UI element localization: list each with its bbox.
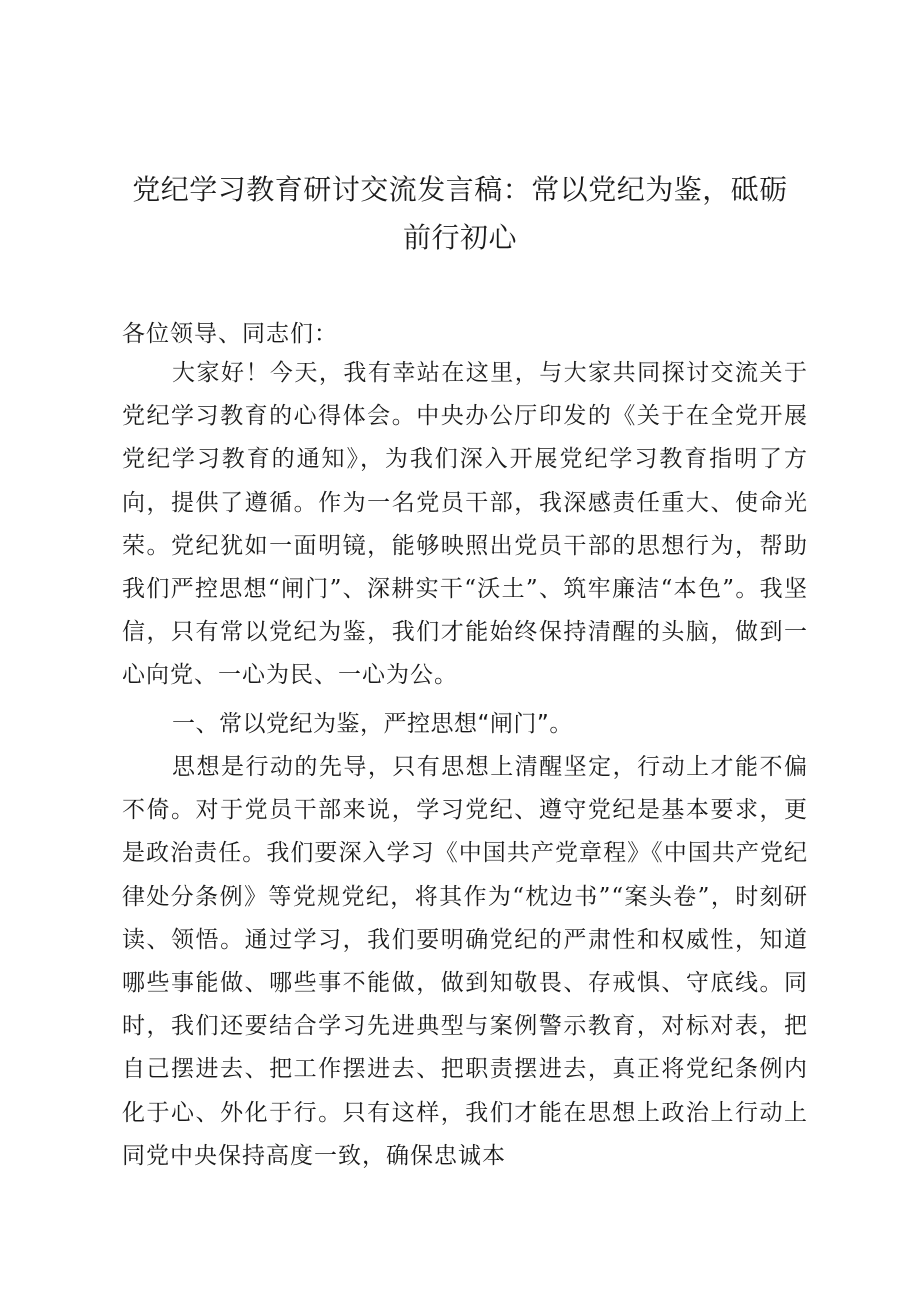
section-heading-1: 一、常以党纪为鉴，严控思想“闸门”。 bbox=[172, 711, 573, 737]
document-title: 党纪学习教育研讨交流发言稿：常以党纪为鉴，砥砺前行初心 bbox=[132, 173, 788, 254]
paragraph-section-1: 思想是行动的先导，只有思想上清醒坚定，行动上才能不偏不倚。对于党员干部来说，学习党纪、遵守党纪是基本要求，更是政治责任。我们要深入学习《中国共产党章程》《中国共产党纪律处分条例》等党规党纪，将其作为“枕边书”“案头卷”，时刻研读、领悟。通过学习，我们要明确党纪的严肃性和权威性，知道哪些事能做、哪些事不能做，做到知敬畏、存戒惧、守底线。同时，我们还要结合学习先进典型与案例警示教育，对标对表，把自己摆进去、把工作摆进去、把职责摆进去，真正将党纪条例内化于心、外化于行。只有这样，我们才能在思想上政治上行动上同党中央保持高度一致，确保忠诚本 bbox=[122, 754, 808, 1169]
paragraph-intro: 大家好！今天，我有幸站在这里，与大家共同探讨交流关于党纪学习教育的心得体会。中央办公厅印发的《关于在全党开展党纪学习教育的通知》，为我们深入开展党纪学习教育指明了方向，提供了遵循。作为一名党员干部，我深感责任重大、使命光荣。党纪犹如一面明镜，能够映照出党员干部的思想行为，帮助我们严控思想“闸门”、深耕实干“沃土”、筑牢廉洁“本色”。我坚信，只有常以党纪为鉴，我们才能始终保持清醒的头脑，做到一心向党、一心为民、一心为公。 bbox=[122, 360, 808, 689]
salutation: 各位领导、同志们： bbox=[122, 321, 338, 347]
